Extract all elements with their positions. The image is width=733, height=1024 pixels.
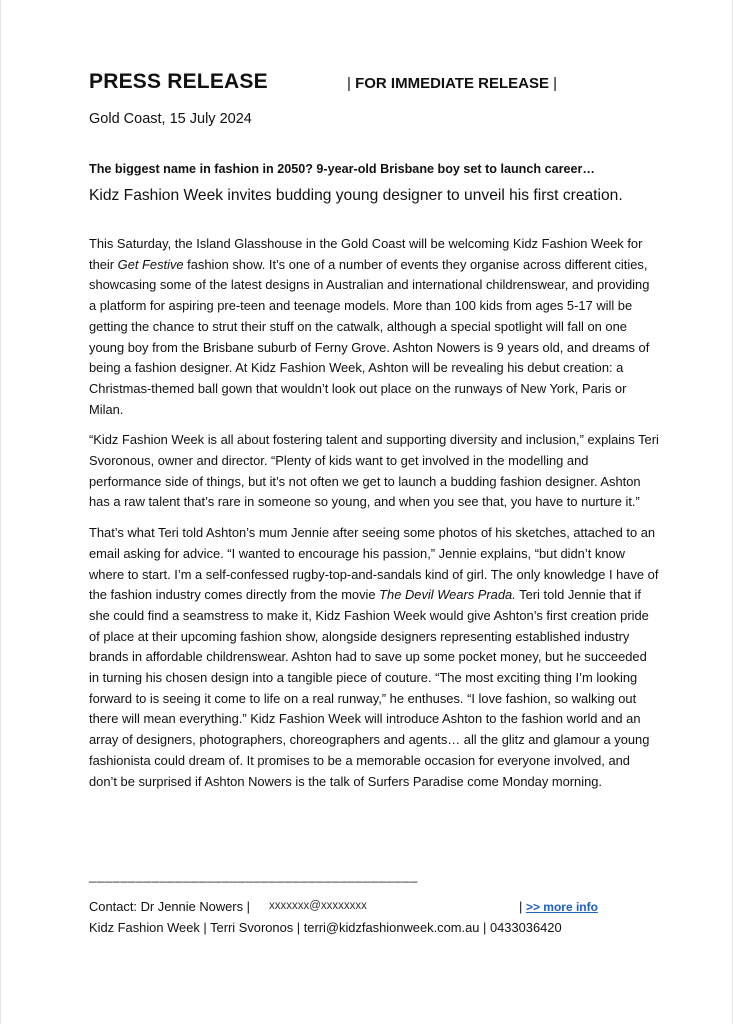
subheadline: Kidz Fashion Week invites budding young designer to unveil his first creation. <box>89 187 623 204</box>
p3-text-a: That’s what Teri told Ashton’s mum Jennie after seeing some photos of his sketches, attached to an email asking for advice. “I wanted to encourage his passion,” Jennie explains, “but didn’t know where to start. I’m a self-confessed rugby-top-and-sandals kind of girl. The only knowledge I have of the fashion industry comes directly from the movie <box>89 525 659 603</box>
organization-contact-line: Kidz Fashion Week | Terri Svoronos | terri@kidzfashionweek.com.au | 0433036420 <box>89 920 562 935</box>
immediate-release-tag <box>347 75 557 92</box>
p3-italic: The Devil Wears Prada. <box>379 587 516 603</box>
paragraph-3 <box>89 523 659 792</box>
paragraph-2: “Kidz Fashion Week is all about fostering talent and supporting diversity and inclusion,” explains Teri Svoronous, owner and director. “Plenty of kids want to get involved in the modelling and performance side of things, but it’s not often we get to launch a budding fashion designer. Ashton has a raw talent that’s rare in someone so young, and when you see that, you have to nurture it.” <box>89 432 659 510</box>
contact-email-redacted: xxxxxxx@xxxxxxxx <box>269 900 367 912</box>
more-info-link[interactable]: >> more info <box>525 900 598 914</box>
tag-close-bar: | <box>548 75 558 92</box>
tag-text: FOR IMMEDIATE RELEASE <box>355 75 549 92</box>
contact-label: Contact: Dr Jennie Nowers | <box>89 899 250 914</box>
p1-text-a: This Saturday, the Island Glasshouse in the Gold Coast will be welcoming Kidz Fashion Week for their <box>89 236 643 272</box>
p3-text-b: Teri told Jennie that if she could find a seamstress to make it, Kidz Fashion Week would give Ashton’s first creation pride of place at their upcoming fashion show, alongside designers representing established industry brands in affordable childrenswear. Ashton had to save up some pocket money, but he succeeded in turning his chosen design into a tangible piece of couture. “The most exciting thing I’m looking forward to is seeing it come to life on a real runway,” he enthuses. “I love fashion, so walking out there will mean everything.” Kidz Fashion Week will introduce Ashton to the fashion world and an array of designers, photographers, choreographers and agents… all the glitz and glamour a young fashionista could dream of. It promises to be a memorable occasion for everyone involved, and don’t be surprised if Ashton Nowers is the talk of Surfers Paradise come Monday morning. <box>89 587 650 789</box>
more-info <box>519 899 598 914</box>
footer-divider: __________________________________________ <box>89 868 418 883</box>
contact-line <box>89 899 689 919</box>
kicker-headline: The biggest name in fashion in 2050? 9-year-old Brisbane boy set to launch career… <box>89 162 595 176</box>
more-info-bar: | <box>519 899 526 914</box>
p1-italic: Get Festive <box>117 256 184 272</box>
article-body <box>89 234 659 802</box>
press-release-title: PRESS RELEASE <box>89 70 268 93</box>
p1-text-b: fashion show. It’s one of a number of events they organise across different cities, showcasing some of the latest designs in Australian and international childrenswear, and providing a platform for aspiring pre-teen and teenage models. More than 100 kids from ages 5-17 will be getting the chance to strut their stuff on the catwalk, although a special spotlight will fall on one young boy from the Brisbane suburb of Ferny Grove. Ashton Nowers is 9 years old, and dreams of being a fashion designer. At Kidz Fashion Week, Ashton will be revealing his debut creation: a Christmas-themed ball gown that wouldn’t look out place on the runways of New York, Paris or Milan. <box>89 256 650 417</box>
dateline: Gold Coast, 15 July 2024 <box>89 111 252 127</box>
paragraph-1 <box>89 234 659 420</box>
tag-open-bar: | <box>347 75 356 92</box>
